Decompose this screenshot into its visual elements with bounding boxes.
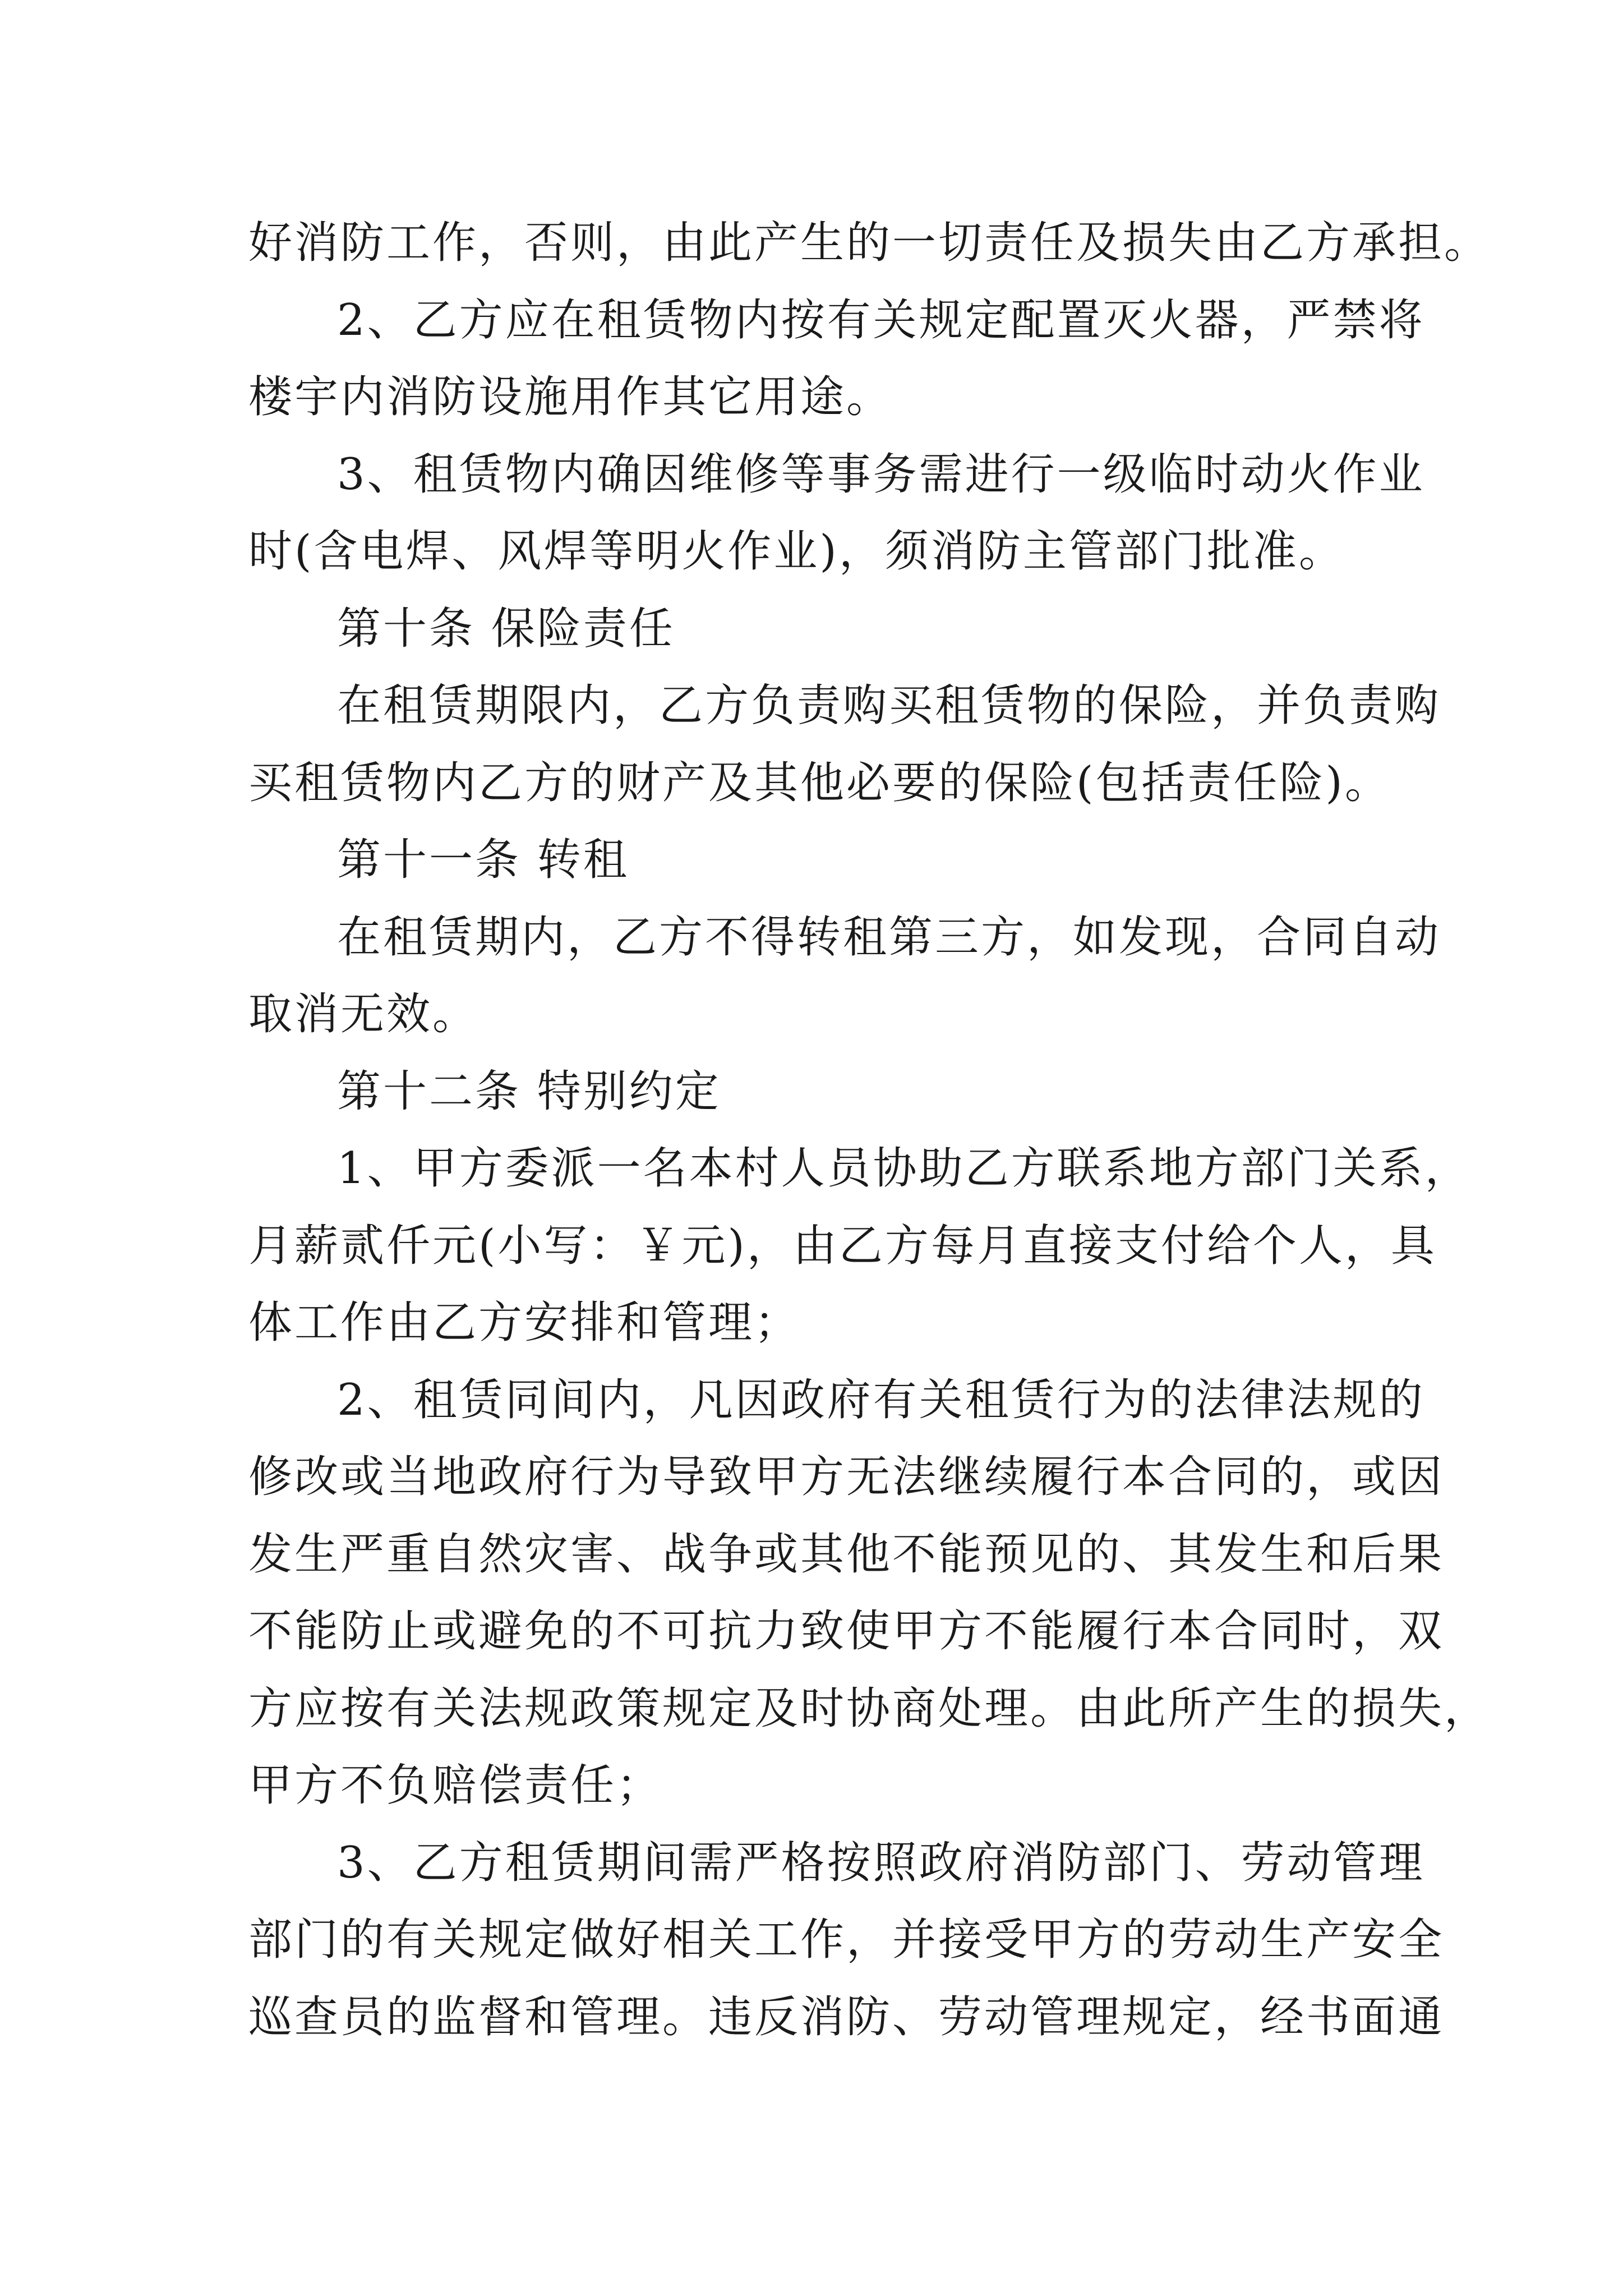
text-line: 体工作由乙方安排和管理； — [248, 1297, 801, 1348]
paragraph-item-3: 3、乙方租赁期间需严格按照政府消防部门、劳动管理 — [337, 1837, 1425, 1888]
text-line: 取消无效。 — [248, 989, 479, 1039]
paragraph-insurance: 在租赁期限内，乙方负责购买租赁物的保险，并负责购 — [337, 680, 1441, 731]
text-line: 发生严重自然灾害、战争或其他不能预见的、其发生和后果 — [248, 1529, 1445, 1580]
text-line: 巡查员的监督和管理。违反消防、劳动管理规定，经书面通 — [248, 1991, 1445, 2042]
text-line-continuation: 好消防工作，否则，由此产生的一切责任及损失由乙方承担。 — [248, 218, 1491, 268]
text-line: 月薪贰仟元(小写：￥元)，由乙方每月直接支付给个人，具 — [248, 1220, 1437, 1271]
text-line: 方应按有关法规政策规定及时协商处理。由此所产生的损失， — [248, 1683, 1491, 1734]
text-line: 时(含电焊、风焊等明火作业)，须消防主管部门批准。 — [248, 526, 1345, 577]
text-line: 楼宇内消防设施用作其它用途。 — [248, 372, 893, 422]
text-line: 部门的有关规定做好相关工作，并接受甲方的劳动生产安全 — [248, 1915, 1445, 1965]
text-line: 买租赁物内乙方的财产及其他必要的保险(包括责任险)。 — [248, 757, 1391, 808]
text-line: 修改或当地政府行为导致甲方无法继续履行本合同的，或因 — [248, 1452, 1445, 1502]
document-body — [248, 205, 1491, 2056]
section-heading-article-11: 第十一条 转租 — [337, 835, 629, 885]
paragraph-sublease: 在租赁期内，乙方不得转租第三方，如发现，合同自动 — [337, 912, 1441, 963]
text-line: 不能防止或避免的不可抗力致使甲方不能履行本合同时，双 — [248, 1606, 1445, 1657]
section-heading-article-12: 第十二条 特别约定 — [337, 1066, 721, 1117]
paragraph-item-3: 3、租赁物内确因维修等事务需进行一级临时动火作业 — [337, 449, 1425, 500]
paragraph-item-2: 2、租赁同间内，凡因政府有关租赁行为的法律法规的 — [337, 1374, 1425, 1425]
section-heading-article-10: 第十条 保险责任 — [337, 603, 675, 654]
paragraph-item-1: 1、甲方委派一名本村人员协助乙方联系地方部门关系， — [337, 1143, 1471, 1194]
text-line: 甲方不负赔偿责任； — [248, 1760, 663, 1811]
paragraph-item-2: 2、乙方应在租赁物内按有关规定配置灭火器，严禁将 — [337, 295, 1425, 346]
